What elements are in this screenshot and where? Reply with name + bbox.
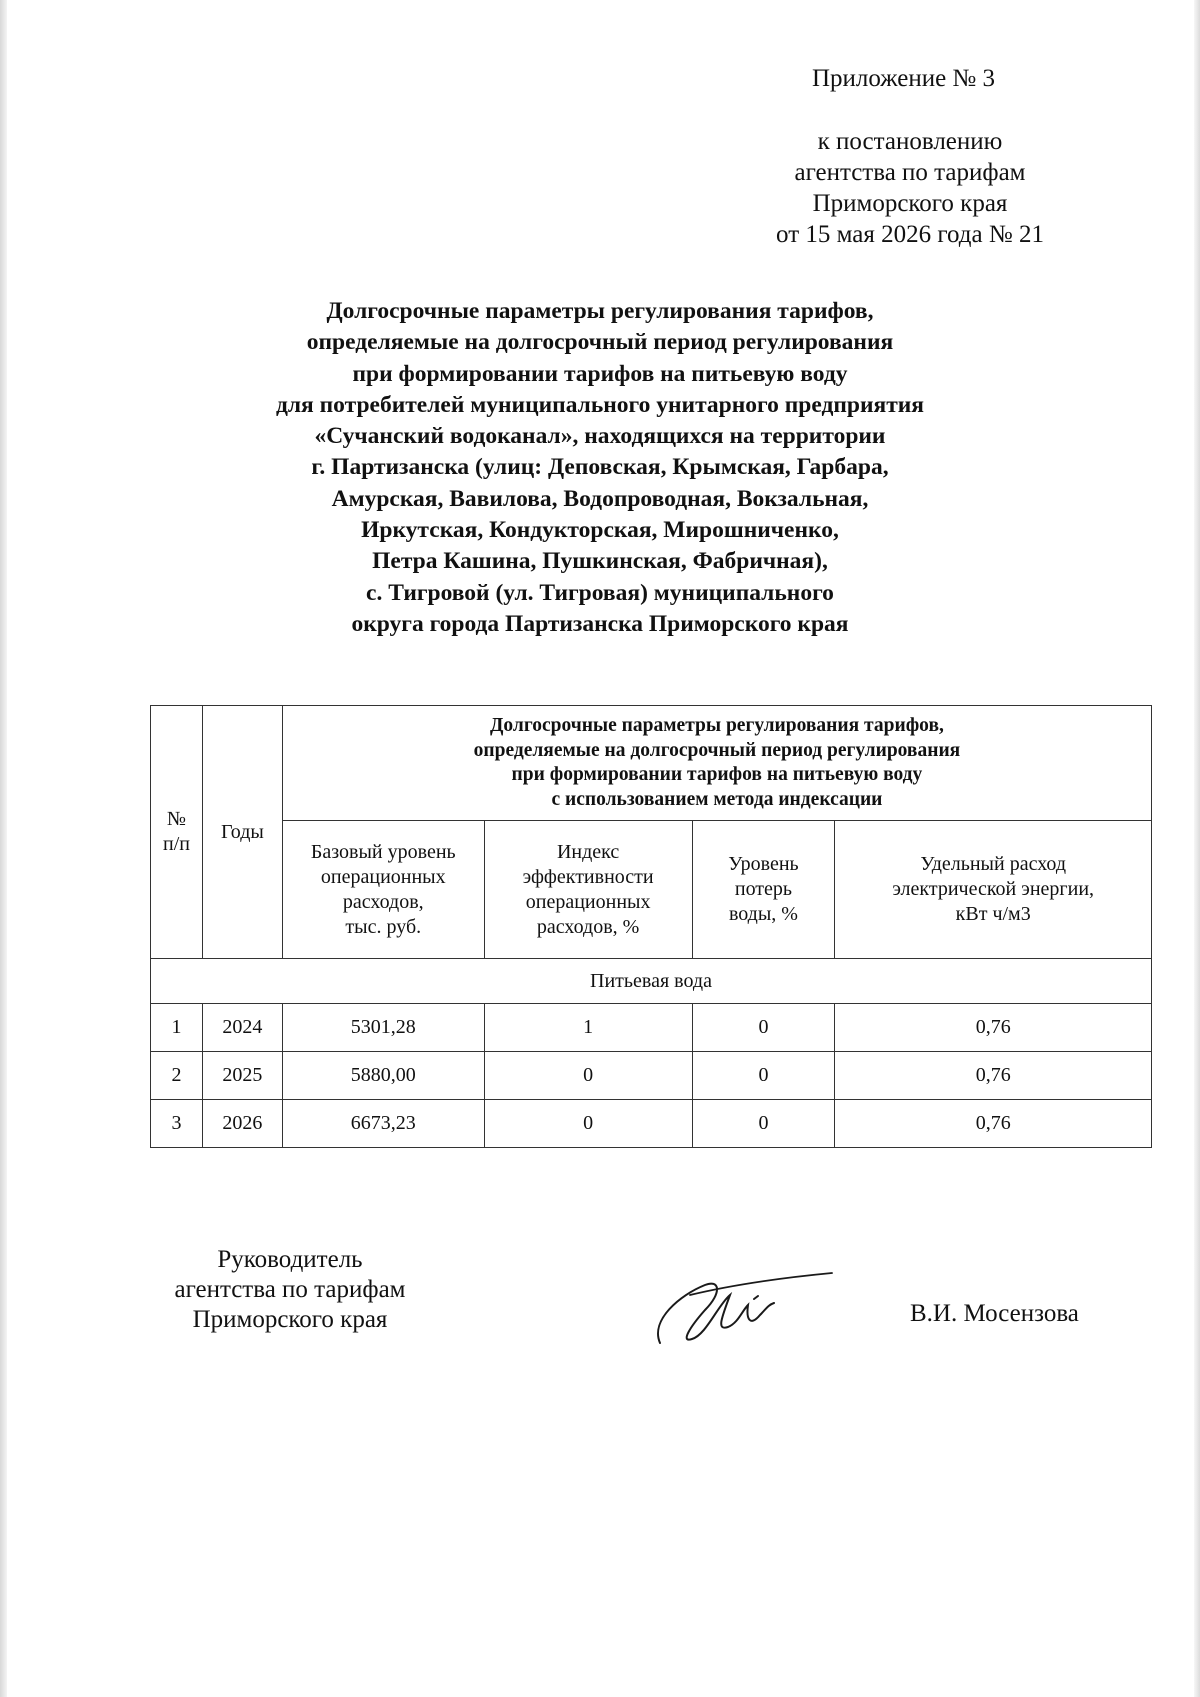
cell-loss: 0 — [692, 1100, 835, 1148]
title-line: определяемые на долгосрочный период регулирования — [306, 329, 894, 356]
signatory-position — [130, 1245, 450, 1335]
appendix-line: к постановлению — [817, 128, 1003, 155]
header-years: Годы — [202, 706, 282, 959]
header-line: расходов, % — [536, 915, 640, 938]
scan-left-edge — [0, 0, 7, 1697]
cell-loss: 0 — [692, 1052, 835, 1100]
cell-index: 0 — [484, 1100, 692, 1148]
header-num — [151, 706, 203, 959]
group-header-line: определяемые на долгосрочный период регулирования — [473, 739, 961, 761]
header-line: эффективности — [522, 865, 654, 888]
group-header-line: с использованием метода индексации — [551, 788, 883, 810]
title-line: при формировании тарифов на питьевую воду — [352, 360, 848, 387]
header-line: Индекс — [556, 840, 620, 863]
cell-num: 3 — [151, 1100, 203, 1148]
title-line: для потребителей муниципального унитарного предприятия — [275, 391, 925, 418]
signer-name: В.И. Мосензова — [910, 1300, 1079, 1327]
title-line: г. Партизанска (улиц: Деповская, Крымская, Гарбара, — [311, 454, 889, 481]
appendix-reference — [760, 126, 1060, 250]
cell-energy: 0,76 — [835, 1052, 1152, 1100]
title-line: Амурская, Вавилова, Водопроводная, Вокзальная, — [331, 485, 869, 512]
appendix-line: Приморского края — [812, 190, 1008, 217]
parameters-table — [150, 705, 1152, 1148]
cell-num: 2 — [151, 1052, 203, 1100]
header-line: Базовый уровень — [310, 840, 456, 863]
header-num-abbr: п/п — [162, 833, 190, 855]
cell-base: 5301,28 — [282, 1004, 484, 1052]
header-base-expenses — [282, 821, 484, 959]
header-line: Удельный расход — [920, 853, 1067, 875]
appendix-date-line: от 15 мая 2026 года № 21 — [776, 221, 1044, 248]
cell-energy: 0,76 — [835, 1100, 1152, 1148]
header-line: операционных — [525, 890, 651, 913]
group-header-line: при формировании тарифов на питьевую воду — [511, 764, 923, 785]
signatory-line: Руководитель — [217, 1246, 363, 1273]
header-line: Уровень — [728, 853, 799, 875]
appendix-line: агентства по тарифам — [794, 159, 1026, 186]
cell-year: 2025 — [202, 1052, 282, 1100]
header-num-symbol: № — [166, 808, 187, 830]
header-line: кВт ч/м3 — [955, 903, 1031, 925]
title-line: Иркутская, Кондукторская, Мирошниченко, — [361, 517, 839, 544]
appendix-header — [760, 63, 1060, 250]
appendix-title: Приложение № 3 — [812, 65, 996, 92]
table-row — [151, 1052, 1152, 1100]
cell-index: 1 — [484, 1004, 692, 1052]
title-line: Петра Кашина, Пушкинская, Фабричная), — [372, 548, 828, 575]
cell-year: 2024 — [202, 1004, 282, 1052]
title-line: Долгосрочные параметры регулирования тарифов, — [326, 298, 874, 324]
cell-energy: 0,76 — [835, 1004, 1152, 1052]
header-line: воды, % — [728, 903, 798, 925]
cell-loss: 0 — [692, 1004, 835, 1052]
header-water-loss — [692, 821, 835, 959]
header-line: расходов, — [342, 890, 424, 913]
cell-base: 5880,00 — [282, 1052, 484, 1100]
document-title — [150, 296, 1050, 640]
cell-base: 6673,23 — [282, 1100, 484, 1148]
scan-right-edge — [1194, 0, 1200, 1697]
signatory-line: Приморского края — [192, 1306, 388, 1333]
cell-year: 2026 — [202, 1100, 282, 1148]
header-line: тыс. руб. — [345, 915, 422, 938]
cell-num: 1 — [151, 1004, 203, 1052]
table-row — [151, 1004, 1152, 1052]
header-group — [282, 706, 1151, 821]
header-energy-consumption — [835, 821, 1152, 959]
signatory-line: агентства по тарифам — [174, 1276, 406, 1303]
header-line: электрической энергии, — [892, 878, 1095, 900]
title-line: «Сучанский водоканал», находящихся на территории — [314, 423, 886, 450]
table-row — [151, 1100, 1152, 1148]
title-line: с. Тигровой (ул. Тигровая) муниципального — [366, 579, 834, 606]
header-efficiency-index — [484, 821, 692, 959]
section-drinking-water: Питьевая вода — [151, 959, 1152, 1004]
header-line: потерь — [734, 878, 793, 900]
title-line: округа города Партизанска Приморского края — [351, 610, 849, 637]
header-line: операционных — [320, 865, 446, 888]
cell-index: 0 — [484, 1052, 692, 1100]
handwritten-signature — [650, 1265, 840, 1355]
group-header-line: Долгосрочные параметры регулирования тарифов, — [489, 715, 944, 736]
